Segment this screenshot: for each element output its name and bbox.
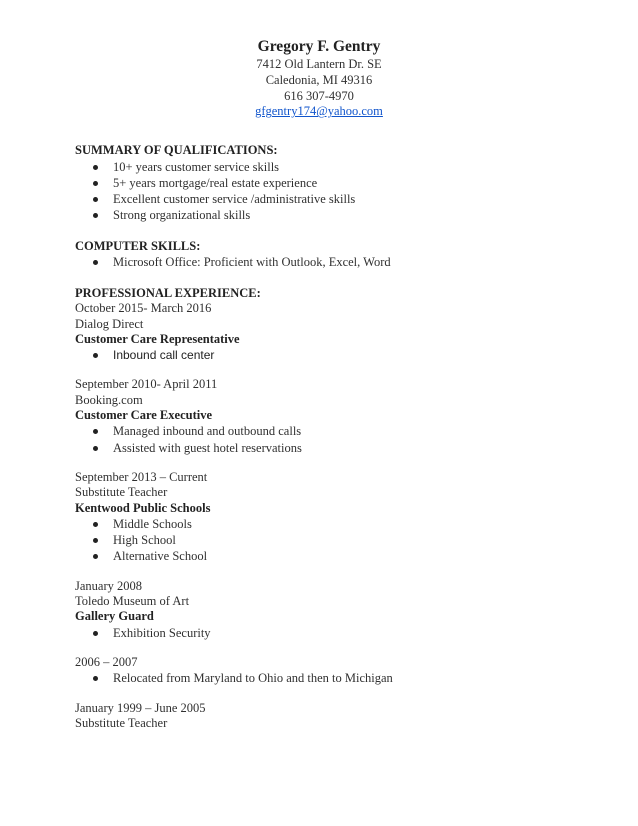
list-item: Relocated from Maryland to Ohio and then to Michigan: [75, 670, 615, 686]
experience-heading: PROFESSIONAL EXPERIENCE:: [75, 285, 261, 300]
list-item: Strong organizational skills: [75, 207, 615, 223]
job-bullets: [75, 516, 615, 565]
list-item: Managed inbound and outbound calls: [75, 423, 615, 439]
contact-header: [0, 38, 638, 120]
job-dates: January 1999 – June 2005: [75, 700, 206, 715]
address-line-1: 7412 Old Lantern Dr. SE: [256, 57, 382, 71]
list-item: Excellent customer service /administrative skills: [75, 191, 615, 207]
list-item: High School: [75, 532, 615, 548]
job-title: Customer Care Executive: [75, 408, 213, 423]
resume-body: [75, 143, 615, 731]
summary-heading: SUMMARY OF QUALIFICATIONS:: [75, 143, 278, 157]
job-employer: Substitute Teacher: [75, 485, 168, 500]
list-item: Alternative School: [75, 548, 615, 564]
job-dates: January 2008: [75, 578, 142, 593]
job-bullets: [75, 670, 615, 686]
address-line-2: Caledonia, MI 49316: [265, 72, 373, 87]
job-dates: October 2015- March 2016: [75, 301, 212, 316]
job-dates: 2006 – 2007: [75, 654, 138, 669]
job-title: Gallery Guard: [75, 609, 154, 624]
list-item: 10+ years customer service skills: [75, 159, 615, 175]
job-bullets: [75, 347, 615, 363]
job-employer: Substitute Teacher: [75, 715, 168, 730]
job-employer: Booking.com: [75, 392, 143, 407]
list-item: Inbound call center: [75, 347, 615, 363]
list-item: Microsoft Office: Proficient with Outlook, Excel, Word: [75, 254, 615, 270]
computer-skills-list: [75, 254, 615, 270]
list-item: Exhibition Security: [75, 625, 615, 641]
list-item: Assisted with guest hotel reservations: [75, 440, 615, 456]
job-dates: September 2013 – Current: [75, 469, 208, 484]
candidate-name: Gregory F. Gentry: [257, 38, 381, 55]
summary-list: [75, 159, 615, 224]
job-dates: September 2010- April 2011: [75, 377, 218, 392]
computer-skills-heading: COMPUTER SKILLS:: [75, 238, 201, 253]
job-bullets: [75, 423, 615, 456]
phone-number: 616 307-4970: [284, 88, 354, 103]
job-employer: Toledo Museum of Art: [75, 594, 190, 609]
job-title: Kentwood Public Schools: [75, 500, 211, 515]
job-bullets: [75, 625, 615, 641]
list-item: Middle Schools: [75, 516, 615, 532]
email-link[interactable]: gfgentry174@yahoo.com: [255, 104, 383, 119]
list-item: 5+ years mortgage/real estate experience: [75, 175, 615, 191]
job-employer: Dialog Direct: [75, 316, 144, 331]
job-title: Customer Care Representative: [75, 331, 240, 346]
